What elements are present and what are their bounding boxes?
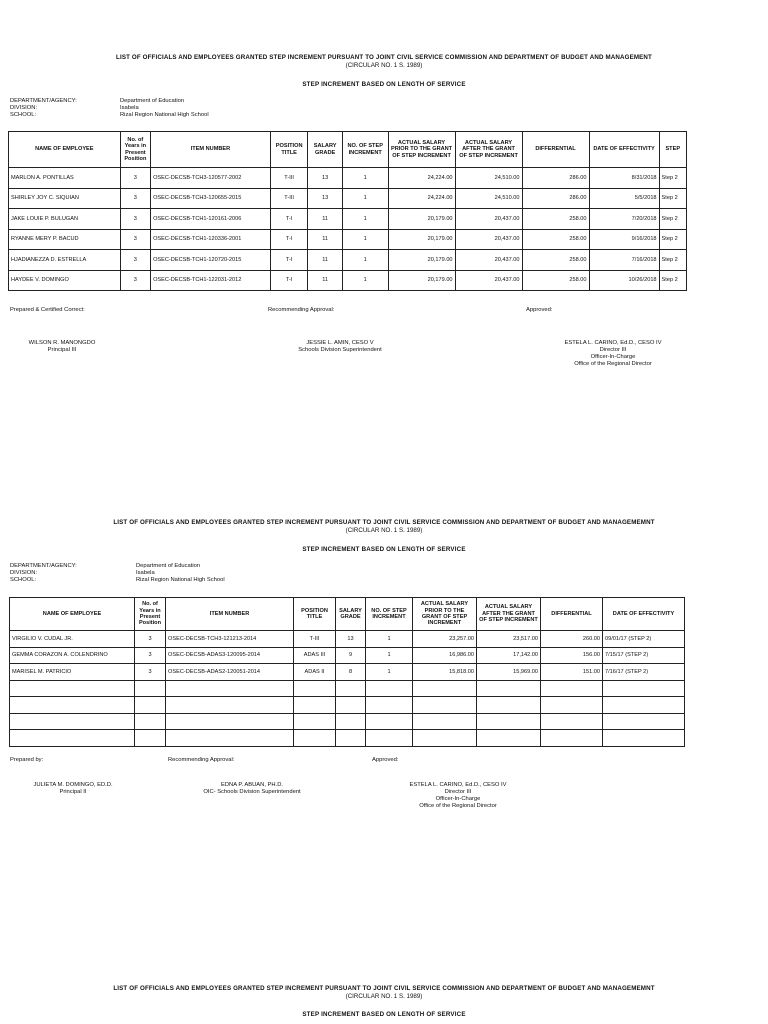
table-cell	[366, 713, 413, 730]
table-cell	[294, 697, 336, 714]
table-cell: RYANNE MERY P. BACUD	[9, 229, 121, 250]
table-row	[10, 697, 685, 714]
table-cell: 3	[135, 631, 166, 648]
table-cell: 24,510.00	[455, 168, 522, 189]
table-cell: 8/31/2018	[589, 168, 659, 189]
table-cell: 8	[336, 664, 366, 681]
table-cell: ADAS II	[294, 664, 336, 681]
table-cell: 7/16/17 (STEP 2)	[603, 664, 685, 681]
header-salary-prior: ACTUAL SALARY PRIOR TO THE GRANT OF STEP INCREMENT	[388, 132, 455, 168]
table-row	[10, 730, 685, 747]
table-cell	[10, 730, 135, 747]
signatory-name: EDNA P. ABUAN, PH.D.	[220, 782, 284, 788]
table-cell: JAKE LOUIE P. BULUGAN	[9, 209, 121, 230]
table-cell: MARLON A. PONTILLAS	[9, 168, 121, 189]
signatory-title: Schools Division Superintendent	[298, 347, 382, 353]
table-cell	[541, 713, 603, 730]
table-cell: 3	[120, 229, 150, 250]
table-cell: T-I	[270, 229, 308, 250]
table-cell	[366, 680, 413, 697]
table-cell	[603, 697, 685, 714]
table-cell: 20,437.00	[455, 229, 522, 250]
table-cell: OSEC-DECSB-TCH1-120720-2015	[151, 250, 271, 271]
header-salary-after: ACTUAL SALARY AFTER THE GRANT OF STEP INCREMENT	[455, 132, 522, 168]
table-row	[9, 229, 687, 250]
header-position: POSITION TITLE	[294, 598, 336, 631]
table-cell	[10, 697, 135, 714]
table-cell	[541, 697, 603, 714]
table-cell	[294, 730, 336, 747]
table-cell: 24,224.00	[388, 188, 455, 209]
signatory-title: Principal II	[59, 789, 87, 795]
doc1-prepared-label: Prepared & Certified Correct:	[10, 307, 85, 313]
table-cell: T-I	[270, 209, 308, 230]
doc1-prepared-signatory	[14, 340, 110, 354]
table-cell: ADAS III	[294, 647, 336, 664]
table-cell: 1	[342, 250, 388, 271]
table-cell: 7/15/17 (STEP 2)	[603, 647, 685, 664]
table-cell: 20,437.00	[455, 270, 522, 291]
table-cell: 17,142.00	[477, 647, 541, 664]
table-row	[9, 188, 687, 209]
table-cell	[366, 697, 413, 714]
doc2-recommending-label: Recommending Approval:	[168, 757, 235, 763]
info-value-department: Department of Education	[136, 563, 201, 569]
table-cell: 260.00	[541, 631, 603, 648]
table-cell: 258.00	[522, 270, 589, 291]
table-cell: 1	[342, 229, 388, 250]
table-cell: OSEC-DECSB-TCH1-120161-2006	[151, 209, 271, 230]
table-cell: 11	[308, 250, 343, 271]
table-cell: OSEC-DECSB-ADAS2-120051-2014	[166, 664, 294, 681]
table-cell: OSEC-DECSB-TCH3-120577-2002	[151, 168, 271, 189]
header-years: No. of Years in Present Position	[135, 598, 166, 631]
info-value-division: Isabela	[120, 105, 139, 111]
table-cell: 24,510.00	[455, 188, 522, 209]
table-row	[10, 713, 685, 730]
table-cell: 20,179.00	[388, 250, 455, 271]
header-differential: DIFFERENTIAL	[522, 132, 589, 168]
signatory-title: Director III	[444, 789, 472, 795]
table-cell	[336, 730, 366, 747]
signatory-name: WILSON R. MANONGDO	[28, 340, 96, 346]
table-cell: 286.00	[522, 168, 589, 189]
doc1-table	[8, 131, 687, 291]
table-cell: 1	[366, 647, 413, 664]
header-salary-after: ACTUAL SALARY AFTER THE GRANT OF STEP INCREMENT	[477, 598, 541, 631]
table-cell	[477, 680, 541, 697]
table-cell: HJADIANEZZA D. ESTRELLA	[9, 250, 121, 271]
header-position: POSITION TITLE	[270, 132, 308, 168]
table-cell: OSEC-DECSB-TCH1-120336-2001	[151, 229, 271, 250]
doc1-title: LIST OF OFFICIALS AND EMPLOYEES GRANTED STEP INCREMENT PURSUANT TO JOINT CIVIL SERVICE COMMISSION AND DEPARTMENT OF BUDGET AND MANAGEMENT	[116, 54, 652, 61]
table-cell: 20,179.00	[388, 270, 455, 291]
table-cell	[541, 730, 603, 747]
info-value-division: Isabela	[136, 570, 155, 576]
table-cell	[413, 697, 477, 714]
table-cell: 11	[308, 270, 343, 291]
header-effectivity: DATE OF EFFECTIVITY	[589, 132, 659, 168]
doc2-approved-signatory	[390, 782, 526, 810]
table-cell	[413, 730, 477, 747]
info-value-school: Rizal Region National High School	[136, 577, 225, 583]
doc1-approved-label: Approved:	[526, 307, 553, 313]
table-row	[9, 270, 687, 291]
signatory-name: ESTELA L. CARINO, Ed.D., CESO IV	[409, 782, 507, 788]
table-cell: OSEC-DECSB-TCH1-122031-2012	[151, 270, 271, 291]
table-cell	[135, 697, 166, 714]
doc1-recommending-label: Recommending Approval:	[268, 307, 335, 313]
table-cell: MARISEL M. PATRICIO	[10, 664, 135, 681]
doc2-info	[10, 563, 310, 587]
signatory-name: ESTELA L. CARINO, Ed.D., CESO IV	[564, 340, 662, 346]
doc1-recommending-signatory	[280, 340, 400, 354]
table-cell: 258.00	[522, 209, 589, 230]
table-cell	[166, 713, 294, 730]
header-step: STEP	[659, 132, 686, 168]
table-row	[10, 647, 685, 664]
table-cell	[366, 730, 413, 747]
table-cell	[135, 713, 166, 730]
table-row	[9, 168, 687, 189]
signatory-title: Officer-In-Charge	[435, 796, 481, 802]
table-cell	[135, 680, 166, 697]
signatory-title: Office of the Regional Director	[574, 361, 652, 367]
table-cell: Step 2	[659, 168, 686, 189]
table-cell: 156.00	[541, 647, 603, 664]
doc3-title: LIST OF OFFICIALS AND EMPLOYEES GRANTED STEP INCREMENT PURSUANT TO JOINT CIVIL SERVICE COMMISSION AND DEPARTMENT OF BUDGET AND MANAGEMEMNT	[113, 985, 655, 992]
signatory-name: JESSIE L. AMIN, CESO V	[306, 340, 374, 346]
table-row	[10, 664, 685, 681]
signatory-title: Office of the Regional Director	[419, 803, 497, 809]
table-cell: 16,986.00	[413, 647, 477, 664]
table-cell: 20,179.00	[388, 229, 455, 250]
header-salary-prior: ACTUAL SALARY PRIOR TO THE GRANT OF STEP INCREMENT	[413, 598, 477, 631]
table-cell	[166, 680, 294, 697]
doc2-title: LIST OF OFFICIALS AND EMPLOYEES GRANTED STEP INCREMENT PURSUANT TO JOINT CIVIL SERVICE COMMISSION AND DEPARTMENT OF BUDGET AND MANAGEMEMNT	[113, 519, 655, 526]
table-cell: T-I	[270, 270, 308, 291]
table-cell	[603, 713, 685, 730]
table-cell	[135, 730, 166, 747]
signatory-title: OIC- Schools Division Superintendent	[203, 789, 301, 795]
table-cell	[166, 697, 294, 714]
table-row	[10, 680, 685, 697]
table-cell: 20,437.00	[455, 250, 522, 271]
doc3-basis: STEP INCREMENT BASED ON LENGTH OF SERVICE	[302, 1011, 466, 1018]
header-name: NAME OF EMPLOYEE	[10, 598, 135, 631]
table-cell	[413, 713, 477, 730]
table-cell: 09/01/17 (STEP 2)	[603, 631, 685, 648]
header-name: NAME OF EMPLOYEE	[9, 132, 121, 168]
table-cell: 9/16/2018	[589, 229, 659, 250]
table-cell: 286.00	[522, 188, 589, 209]
table-cell: Step 2	[659, 270, 686, 291]
doc1-info	[10, 98, 310, 122]
info-label-department: DEPARTMENT/AGENCY:	[10, 98, 77, 104]
table-cell	[413, 680, 477, 697]
table-cell: Step 2	[659, 250, 686, 271]
table-cell: 258.00	[522, 250, 589, 271]
header-years: No. of Years in Present Position	[120, 132, 150, 168]
table-cell: 13	[308, 168, 343, 189]
table-cell: T-I	[270, 250, 308, 271]
table-row	[9, 209, 687, 230]
table-cell: T-III	[270, 168, 308, 189]
table-cell: 3	[135, 664, 166, 681]
table-cell	[336, 697, 366, 714]
header-differential: DIFFERENTIAL	[541, 598, 603, 631]
header-item-number: ITEM NUMBER	[151, 132, 271, 168]
table-cell: Step 2	[659, 209, 686, 230]
doc3-circular: (CIRCULAR NO. 1 S. 1989)	[345, 993, 423, 1000]
table-cell: 3	[120, 250, 150, 271]
header-effectivity: DATE OF EFFECTIVITY	[603, 598, 685, 631]
doc2-prepared-signatory	[14, 782, 132, 796]
table-cell: 1	[342, 209, 388, 230]
table-cell: 1	[342, 270, 388, 291]
table-cell: 24,224.00	[388, 168, 455, 189]
info-value-school: Rizal Region National High School	[120, 112, 209, 118]
table-cell: 13	[308, 188, 343, 209]
doc1-approved-signatory	[545, 340, 681, 368]
header-salary-grade: SALARY GRADE	[308, 132, 343, 168]
table-cell: GEMMA CORAZON A. COLENDRINO	[10, 647, 135, 664]
header-step-increment: NO. OF STEP INCREMENT	[342, 132, 388, 168]
table-cell: 23,257.00	[413, 631, 477, 648]
info-label-department: DEPARTMENT/AGENCY:	[10, 563, 77, 569]
table-cell: OSEC-DECSB-TCH3-120655-2015	[151, 188, 271, 209]
table-cell: 1	[366, 631, 413, 648]
table-cell: 3	[135, 647, 166, 664]
table-cell	[294, 680, 336, 697]
table-cell: 3	[120, 168, 150, 189]
table-cell: OSEC-DECSB-TCH3-121213-2014	[166, 631, 294, 648]
table-cell: T-III	[270, 188, 308, 209]
table-cell: 3	[120, 188, 150, 209]
table-cell	[541, 680, 603, 697]
header-salary-grade: SALARY GRADE	[336, 598, 366, 631]
table-cell: SHIRLEY JOY C. SIQUIAN	[9, 188, 121, 209]
table-cell: 11	[308, 209, 343, 230]
table-cell	[10, 713, 135, 730]
table-cell: 7/20/2018	[589, 209, 659, 230]
table-cell: 5/5/2018	[589, 188, 659, 209]
table-cell: OSEC-DECSB-ADAS3-120095-2014	[166, 647, 294, 664]
table-cell	[603, 680, 685, 697]
doc2-prepared-label: Prepared by:	[10, 757, 44, 763]
table-cell: 20,179.00	[388, 209, 455, 230]
table-cell: 23,517.00	[477, 631, 541, 648]
table-cell: 1	[366, 664, 413, 681]
table-cell	[477, 730, 541, 747]
doc1-basis: STEP INCREMENT BASED ON LENGTH OF SERVICE	[302, 81, 466, 88]
table-cell	[294, 713, 336, 730]
table-cell: Step 2	[659, 229, 686, 250]
table-cell: 13	[336, 631, 366, 648]
table-cell: 11	[308, 229, 343, 250]
table-cell	[477, 713, 541, 730]
header-step-increment: NO. OF STEP INCREMENT	[366, 598, 413, 631]
info-label-school: SCHOOL:	[10, 577, 37, 583]
table-cell	[10, 680, 135, 697]
table-cell: Step 2	[659, 188, 686, 209]
table-cell: 10/26/2018	[589, 270, 659, 291]
table-cell: 20,437.00	[455, 209, 522, 230]
table-cell	[336, 713, 366, 730]
info-label-school: SCHOOL:	[10, 112, 37, 118]
table-cell: 258.00	[522, 229, 589, 250]
table-row	[9, 250, 687, 271]
table-cell: T-III	[294, 631, 336, 648]
doc2-table	[9, 597, 685, 747]
table-cell	[477, 697, 541, 714]
doc1-circular: (CIRCULAR NO. 1 S. 1989)	[345, 62, 423, 69]
table-cell: 9	[336, 647, 366, 664]
info-value-department: Department of Education	[120, 98, 185, 104]
table-cell: HAYDEE V. DOMINGO	[9, 270, 121, 291]
info-label-division: DIVISION:	[10, 570, 38, 576]
table-cell: 1	[342, 188, 388, 209]
table-cell: 151.00	[541, 664, 603, 681]
table-row	[10, 631, 685, 648]
info-label-division: DIVISION:	[10, 105, 38, 111]
table-cell: 15,969.00	[477, 664, 541, 681]
table-cell: 15,818.00	[413, 664, 477, 681]
table-cell	[166, 730, 294, 747]
signatory-title: Director III	[599, 347, 627, 353]
doc2-circular: (CIRCULAR NO. 1 S. 1989)	[345, 527, 423, 534]
table-cell: 3	[120, 270, 150, 291]
signatory-title: Principal III	[47, 347, 77, 353]
table-cell	[603, 730, 685, 747]
signatory-name: JULIETA M. DOMINGO, ED.D.	[33, 782, 113, 788]
signatory-title: Officer-In-Charge	[590, 354, 636, 360]
table-cell: 7/16/2018	[589, 250, 659, 271]
doc2-basis: STEP INCREMENT BASED ON LENGTH OF SERVICE	[302, 546, 466, 553]
header-item-number: ITEM NUMBER	[166, 598, 294, 631]
table-cell: 3	[120, 209, 150, 230]
table-cell: 1	[342, 168, 388, 189]
table-cell	[336, 680, 366, 697]
doc2-approved-label: Approved:	[372, 757, 399, 763]
table-cell: VIRGILIO V. CUDAL JR.	[10, 631, 135, 648]
doc2-recommending-signatory	[186, 782, 318, 796]
